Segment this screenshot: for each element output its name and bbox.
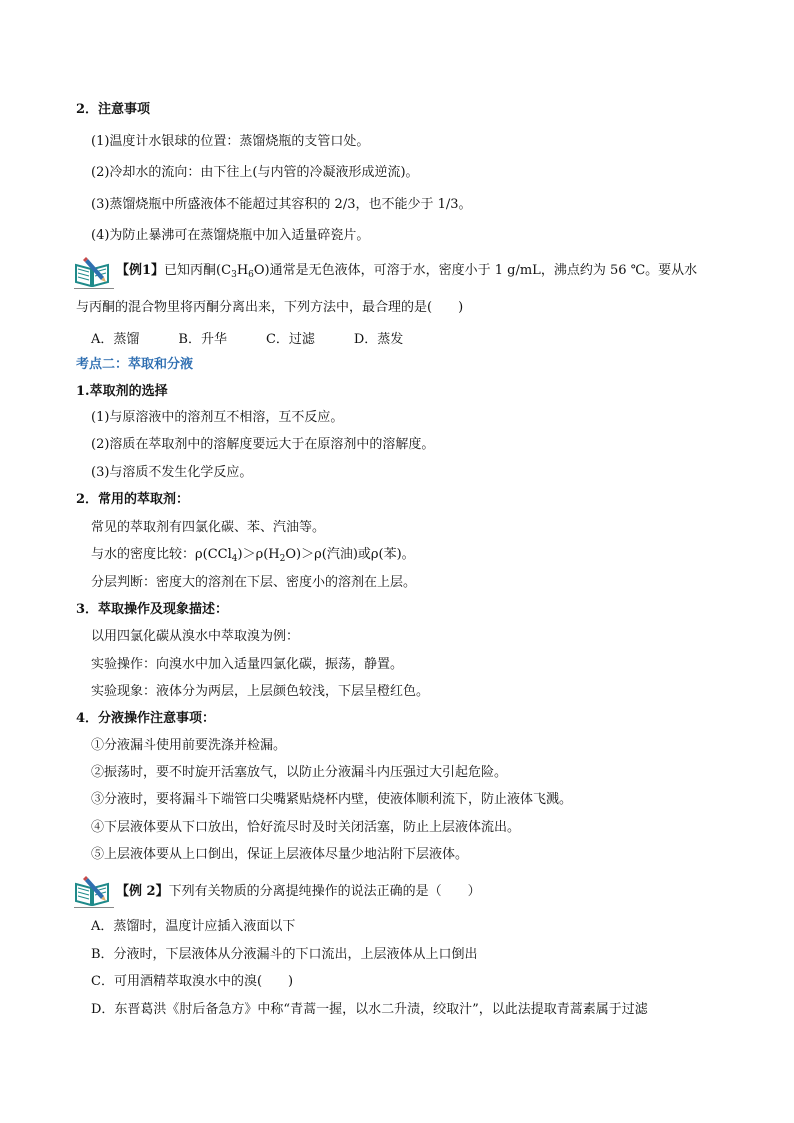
list-item: 分层判断：密度大的溶剂在下层、密度小的溶剂在上层。 (91, 575, 417, 590)
option-item: A．蒸馏时，温度计应插入液面以下 (91, 919, 296, 934)
list-item: ②振荡时，要不时旋开活塞放气，以防止分液漏斗内压强过大引起危险。 (91, 765, 508, 780)
density-comparison: 与水的密度比较：$\rho(CCl_4)>\rho(H_2O)>\rho$(汽油)或ρ(苯)。 (91, 547, 415, 564)
list-item: (3)与溶质不发生化学反应。 (91, 465, 253, 480)
list-item: ④下层液体要从下口放出，恰好流尽时及时关闭活塞，防止上层液体流出。 (91, 820, 521, 835)
open-book-pencil-icon (74, 255, 110, 287)
section-heading: 1.萃取剂的选择 (76, 384, 168, 399)
section-heading: 3．萃取操作及现象描述： (76, 602, 229, 617)
example-question: 【例 2】下列有关物质的分离提纯操作的说法正确的是（ ） (116, 884, 481, 899)
open-book-pencil-icon (74, 874, 110, 906)
list-item: ③分液时，要将漏斗下端管口尖嘴紧贴烧杯内壁，使液体顺利流下，防止液体飞溅。 (91, 792, 573, 807)
option-item: D．东晋葛洪《肘后备急方》中称“青蒿一握，以水二升渍，绞取汁”，以此法提取青蒿素属于过滤 (91, 1002, 648, 1017)
list-item: 以用四氯化碳从溴水中萃取溴为例： (91, 629, 300, 644)
option-item: C．可用酒精萃取溴水中的溴( ) (91, 974, 294, 989)
list-item: ①分液漏斗使用前要洗涤并检漏。 (91, 738, 287, 753)
list-item: 常见的萃取剂有四氯化碳、苯、汽油等。 (91, 520, 326, 535)
note-item: (1)温度计水银球的位置：蒸馏烧瓶的支管口处。 (91, 134, 370, 149)
example-question: 【例1】已知丙酮$(C_3H_6O)$通常是无色液体，可溶于水，密度小于 1 g/mL，沸点约为 56 ℃。要从水 (116, 263, 698, 280)
section-heading: 2．注意事项 (76, 102, 151, 117)
note-item: (3)蒸馏烧瓶中所盛液体不能超过其容积的 2/3，也不能少于 1/3。 (91, 197, 472, 212)
section-heading: 4．分液操作注意事项： (76, 711, 216, 726)
example-tag: 【例 2】 (116, 884, 169, 899)
example-divider (74, 288, 114, 289)
example-divider (74, 907, 114, 908)
option-item: B．分液时，下层液体从分液漏斗的下口流出，上层液体从上口倒出 (91, 947, 478, 962)
list-item: (1)与原溶液中的溶剂互不相溶，互不反应。 (91, 410, 344, 425)
example-question-cont: 与丙酮的混合物里将丙酮分离出来，下列方法中，最合理的是( ) (76, 300, 464, 315)
list-item: (2)溶质在萃取剂中的溶解度要远大于在原溶剂中的溶解度。 (91, 437, 435, 452)
example-options: A．蒸馏 B．升华 C．过滤 D．蒸发 (91, 332, 404, 347)
list-item: ⑤上层液体要从上口倒出，保证上层液体尽量少地沾附下层液体。 (91, 847, 469, 862)
note-item: (2)冷却水的流向：由下往上(与内管的冷凝液形成逆流)。 (91, 165, 419, 180)
section-heading: 2．常用的萃取剂： (76, 492, 190, 507)
topic-title: 考点二：萃取和分液 (76, 357, 194, 372)
list-item: 实验现象：液体分为两层，上层颜色较浅，下层呈橙红色。 (91, 684, 430, 699)
note-item: (4)为防止暴沸可在蒸馏烧瓶中加入适量碎瓷片。 (91, 228, 370, 243)
list-item: 实验操作：向溴水中加入适量四氯化碳，振荡，静置。 (91, 657, 404, 672)
example-tag: 【例1】 (116, 263, 165, 278)
